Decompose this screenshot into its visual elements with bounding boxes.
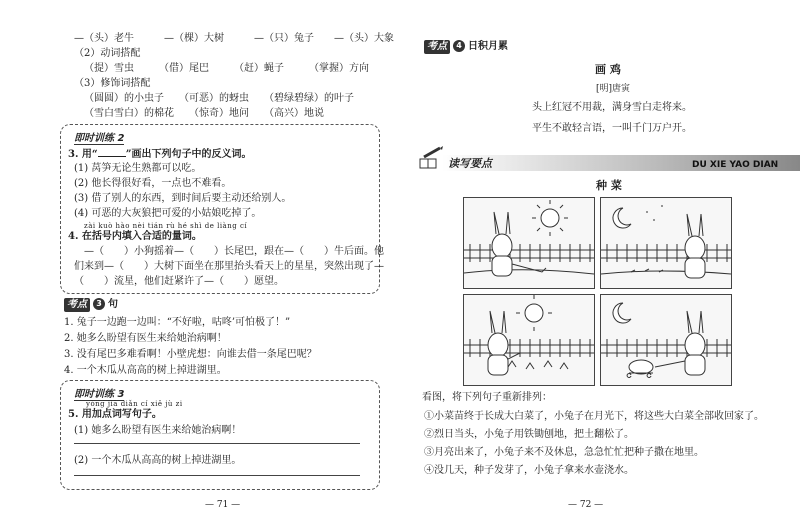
kaodian-title: 句: [108, 299, 118, 310]
sentence-4: 4. 一个木瓜从高高的树上掉进湖里。: [64, 365, 227, 376]
drill-2-q4: 4. 在括号内填入合适的量词。: [68, 231, 202, 242]
poem-title: 画 鸡: [595, 63, 621, 76]
picture-4-harvest: [600, 294, 732, 386]
answer-line: [74, 475, 360, 476]
right-page: [400, 0, 800, 522]
antonym-item-2: (2) 他长得很好看，一点也不难看。: [74, 178, 232, 189]
answer-blank: [98, 146, 126, 157]
verb-pairing-examples: （提）雪虫 （借）尾巴 （赶）蝇子 （掌握）方向: [84, 63, 369, 74]
kaodian-label: 考点: [424, 40, 450, 54]
sentence-3: 3. 没有尾巴多难看啊！小壁虎想：向谁去借一条尾巴呢？: [64, 349, 317, 360]
measure-word-line3: （ ）流星，他们赶紧许了—（ ）愿望。: [74, 276, 284, 287]
picture-1-hoeing: [463, 197, 595, 289]
ordering-instruction: 看图，将下列句子重新排列：: [422, 392, 552, 403]
modifier-pairing-heading: （3）修饰词搭配: [74, 78, 151, 89]
kaodian-number: 3: [93, 298, 105, 310]
drill-2-q3: [68, 146, 251, 162]
q4-pinyin: zài kuò hào nèi tián rù hé shì de liàng cí: [84, 222, 248, 230]
quantifier-examples: —（头）老牛 —（棵）大树 —（只）兔子 —（头）大象: [74, 33, 394, 44]
poem-line-1: 头上红冠不用裁，满身雪白走将来。: [532, 102, 692, 113]
kaodian-3-badge: [64, 298, 118, 312]
antonym-item-4: (4) 可恶的大灰狼把可爱的小姑娘吃掉了。: [74, 208, 262, 219]
banner-pinyin: DU XIE YAO DIAN: [692, 160, 779, 170]
write-sentence-2: (2) 一个木瓜从高高的树上掉进湖里。: [74, 455, 242, 466]
q5-pinyin: yòng jiā diǎn cí xiě jù zi: [86, 400, 183, 408]
q3-suffix: ”画出下列句子中的反义词。: [125, 149, 252, 160]
kaodian-number: 4: [453, 40, 465, 52]
kaodian-title: 日积月累: [468, 41, 508, 52]
ordering-item-1: ①小菜苗终于长成大白菜了，小兔子在月光下，将这些大白菜全部收回家了。: [424, 411, 764, 422]
picture-3-watering: [463, 294, 595, 386]
ordering-item-3: ③月亮出来了，小兔子来不及休息，急急忙忙把种子撒在地里。: [424, 447, 704, 458]
antonym-item-1: (1) 莴笋无论生熟都可以吃。: [74, 163, 202, 174]
drill-3-q5: 5. 用加点词写句子。: [68, 409, 162, 420]
drill-3-title: 即时训练 3: [74, 385, 124, 401]
ordering-item-4: ④没几天，种子发芽了，小兔子拿来水壶浇水。: [424, 465, 634, 476]
antonym-item-3: (3) 借了别人的东西，到时间后要主动还给别人。: [74, 193, 292, 204]
measure-word-line1: —（ ）小狗摇着—（ ）长尾巴，跟在—（ ）牛后面。他: [84, 246, 384, 257]
sentence-2: 2. 她多么盼望有医生来给她治病啊！: [64, 333, 227, 344]
measure-word-line2: 们来到—（ ）大树下面坐在那里抬头看天上的星星，突然出现了—: [74, 261, 384, 272]
pencil-book-icon: [418, 145, 444, 171]
story-title: 种 菜: [596, 179, 622, 192]
write-sentence-1: (1) 她多么盼望有医生来给她治病啊！: [74, 425, 242, 436]
ordering-item-2: ②烈日当头，小兔子用铁锄刨地，把土翻松了。: [424, 429, 634, 440]
page-number: — 71 —: [205, 500, 241, 510]
kaodian-label: 考点: [64, 298, 90, 312]
page-number: — 72 —: [568, 500, 604, 510]
q3-prefix: 3. 用“: [68, 149, 98, 160]
drill-2-title: 即时训练 2: [74, 129, 124, 145]
modifier-pairing-row1: （圆圆）的小虫子 （可恶）的蚜虫 （碧绿碧绿）的叶子: [84, 93, 354, 104]
sentence-1: 1. 兔子一边跑一边叫：“不好啦，咕咚’可怕极了！”: [64, 317, 291, 328]
kaodian-4-badge: [424, 40, 508, 54]
poem-author: [明]唐寅: [596, 84, 631, 94]
answer-line: [74, 443, 360, 444]
picture-2-sowing: [600, 197, 732, 289]
modifier-pairing-row2: （雪白雪白）的棉花 （惊奇）地问 （高兴）地说: [84, 108, 324, 119]
poem-line-2: 平生不敢轻言语，一叫千门万户开。: [532, 123, 692, 134]
banner-title: 读写要点: [448, 157, 492, 170]
verb-pairing-heading: （2）动词搭配: [74, 48, 141, 59]
